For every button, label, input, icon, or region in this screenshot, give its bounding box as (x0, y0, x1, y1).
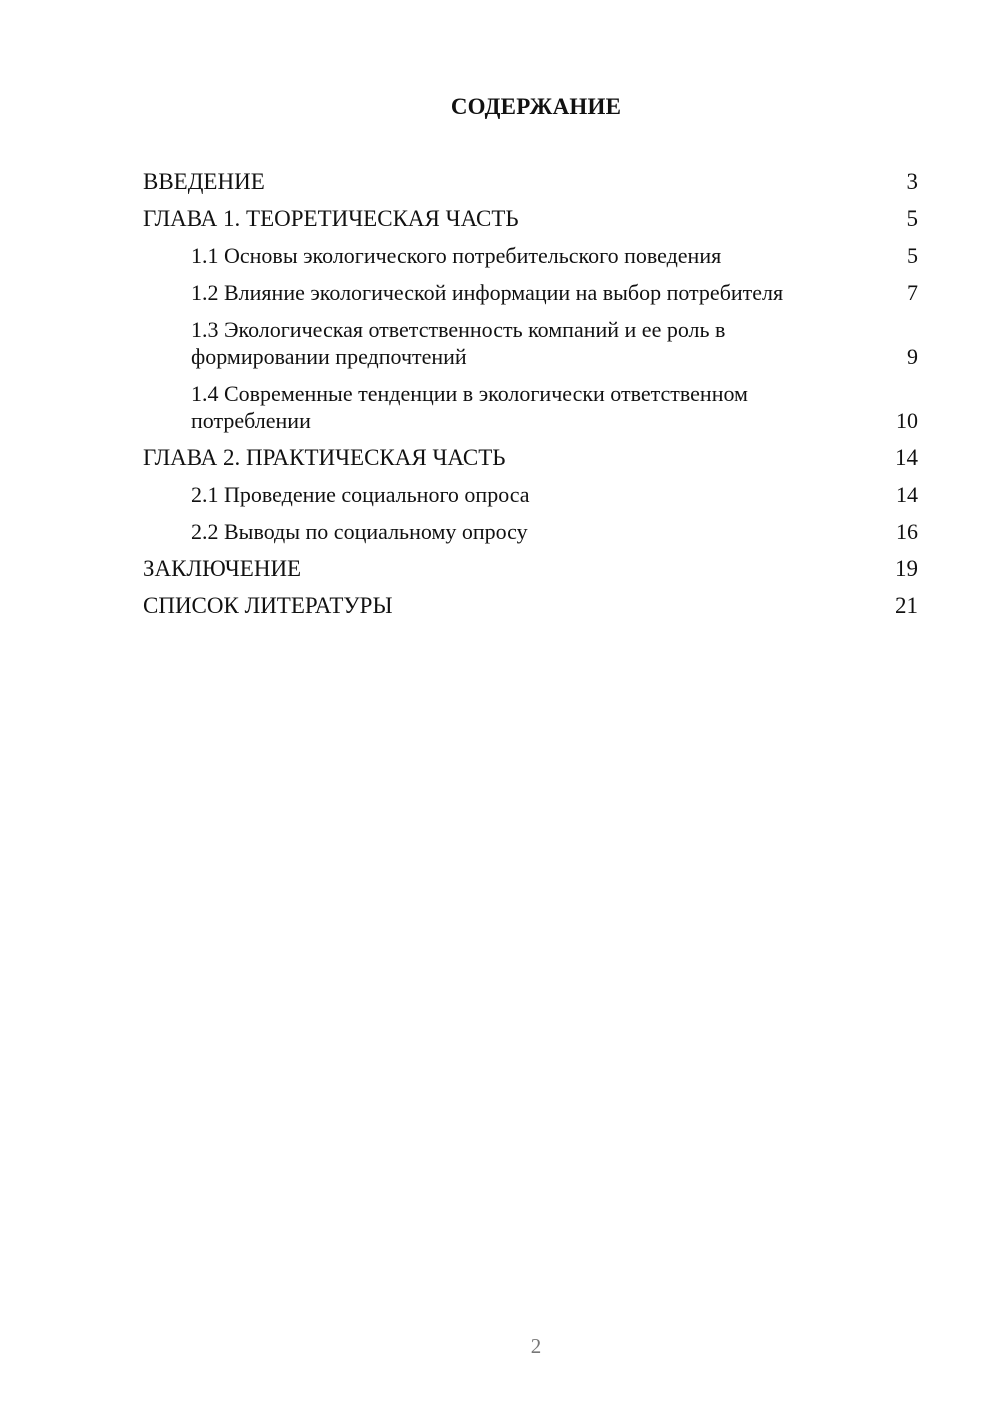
toc-entry-label: 1.2 Влияние экологической информации на выбор потребителя (191, 280, 784, 305)
toc-entry-introduction[interactable] (143, 168, 918, 195)
toc-entry-conclusion[interactable] (143, 555, 918, 582)
toc-entry-label: ГЛАВА 1. ТЕОРЕТИЧЕСКАЯ ЧАСТЬ (143, 206, 519, 231)
toc-entry-section-1-4[interactable] (143, 380, 918, 434)
toc-entry-page: 21 (895, 593, 918, 618)
toc-entry-page: 10 (896, 408, 918, 433)
toc-entry-page: 16 (896, 519, 918, 544)
table-of-contents (143, 168, 918, 619)
toc-entry-page: 5 (906, 206, 918, 231)
toc-entry-section-1-3[interactable] (143, 316, 918, 370)
toc-entry-page: 9 (907, 344, 918, 369)
toc-entry-section-1-1[interactable] (143, 242, 918, 269)
toc-entry-label: ЗАКЛЮЧЕНИЕ (143, 556, 302, 581)
toc-entry-chapter-2[interactable] (143, 444, 918, 471)
toc-entry-page: 14 (896, 482, 918, 507)
toc-entry-label: 1.1 Основы экологического потребительского поведения (191, 243, 722, 268)
toc-entry-section-1-2[interactable] (143, 279, 918, 306)
toc-entry-page: 7 (907, 280, 918, 305)
toc-entry-page: 14 (895, 445, 918, 470)
toc-entry-label: ВВЕДЕНИЕ (143, 169, 265, 194)
page-title: СОДЕРЖАНИЕ (450, 94, 622, 119)
toc-entry-label: 2.1 Проведение социального опроса (191, 482, 530, 507)
toc-entry-label: 1.4 Современные тенденции в экологически ответственном потреблении (191, 381, 748, 433)
toc-entry-label: СПИСОК ЛИТЕРАТУРЫ (143, 593, 393, 618)
toc-entry-section-2-1[interactable] (143, 481, 918, 508)
toc-entry-chapter-1[interactable] (143, 205, 918, 232)
page-number: 2 (530, 1334, 542, 1358)
toc-entry-page: 5 (907, 243, 918, 268)
toc-entry-page: 3 (906, 169, 918, 194)
toc-entry-label: 1.3 Экологическая ответственность компаний и ее роль в формировании предпочтений (191, 317, 726, 369)
toc-entry-page: 19 (895, 556, 918, 581)
toc-entry-section-2-2[interactable] (143, 518, 918, 545)
toc-entry-label: 2.2 Выводы по социальному опросу (191, 519, 528, 544)
toc-entry-label: ГЛАВА 2. ПРАКТИЧЕСКАЯ ЧАСТЬ (143, 445, 506, 470)
toc-entry-references[interactable] (143, 592, 918, 619)
